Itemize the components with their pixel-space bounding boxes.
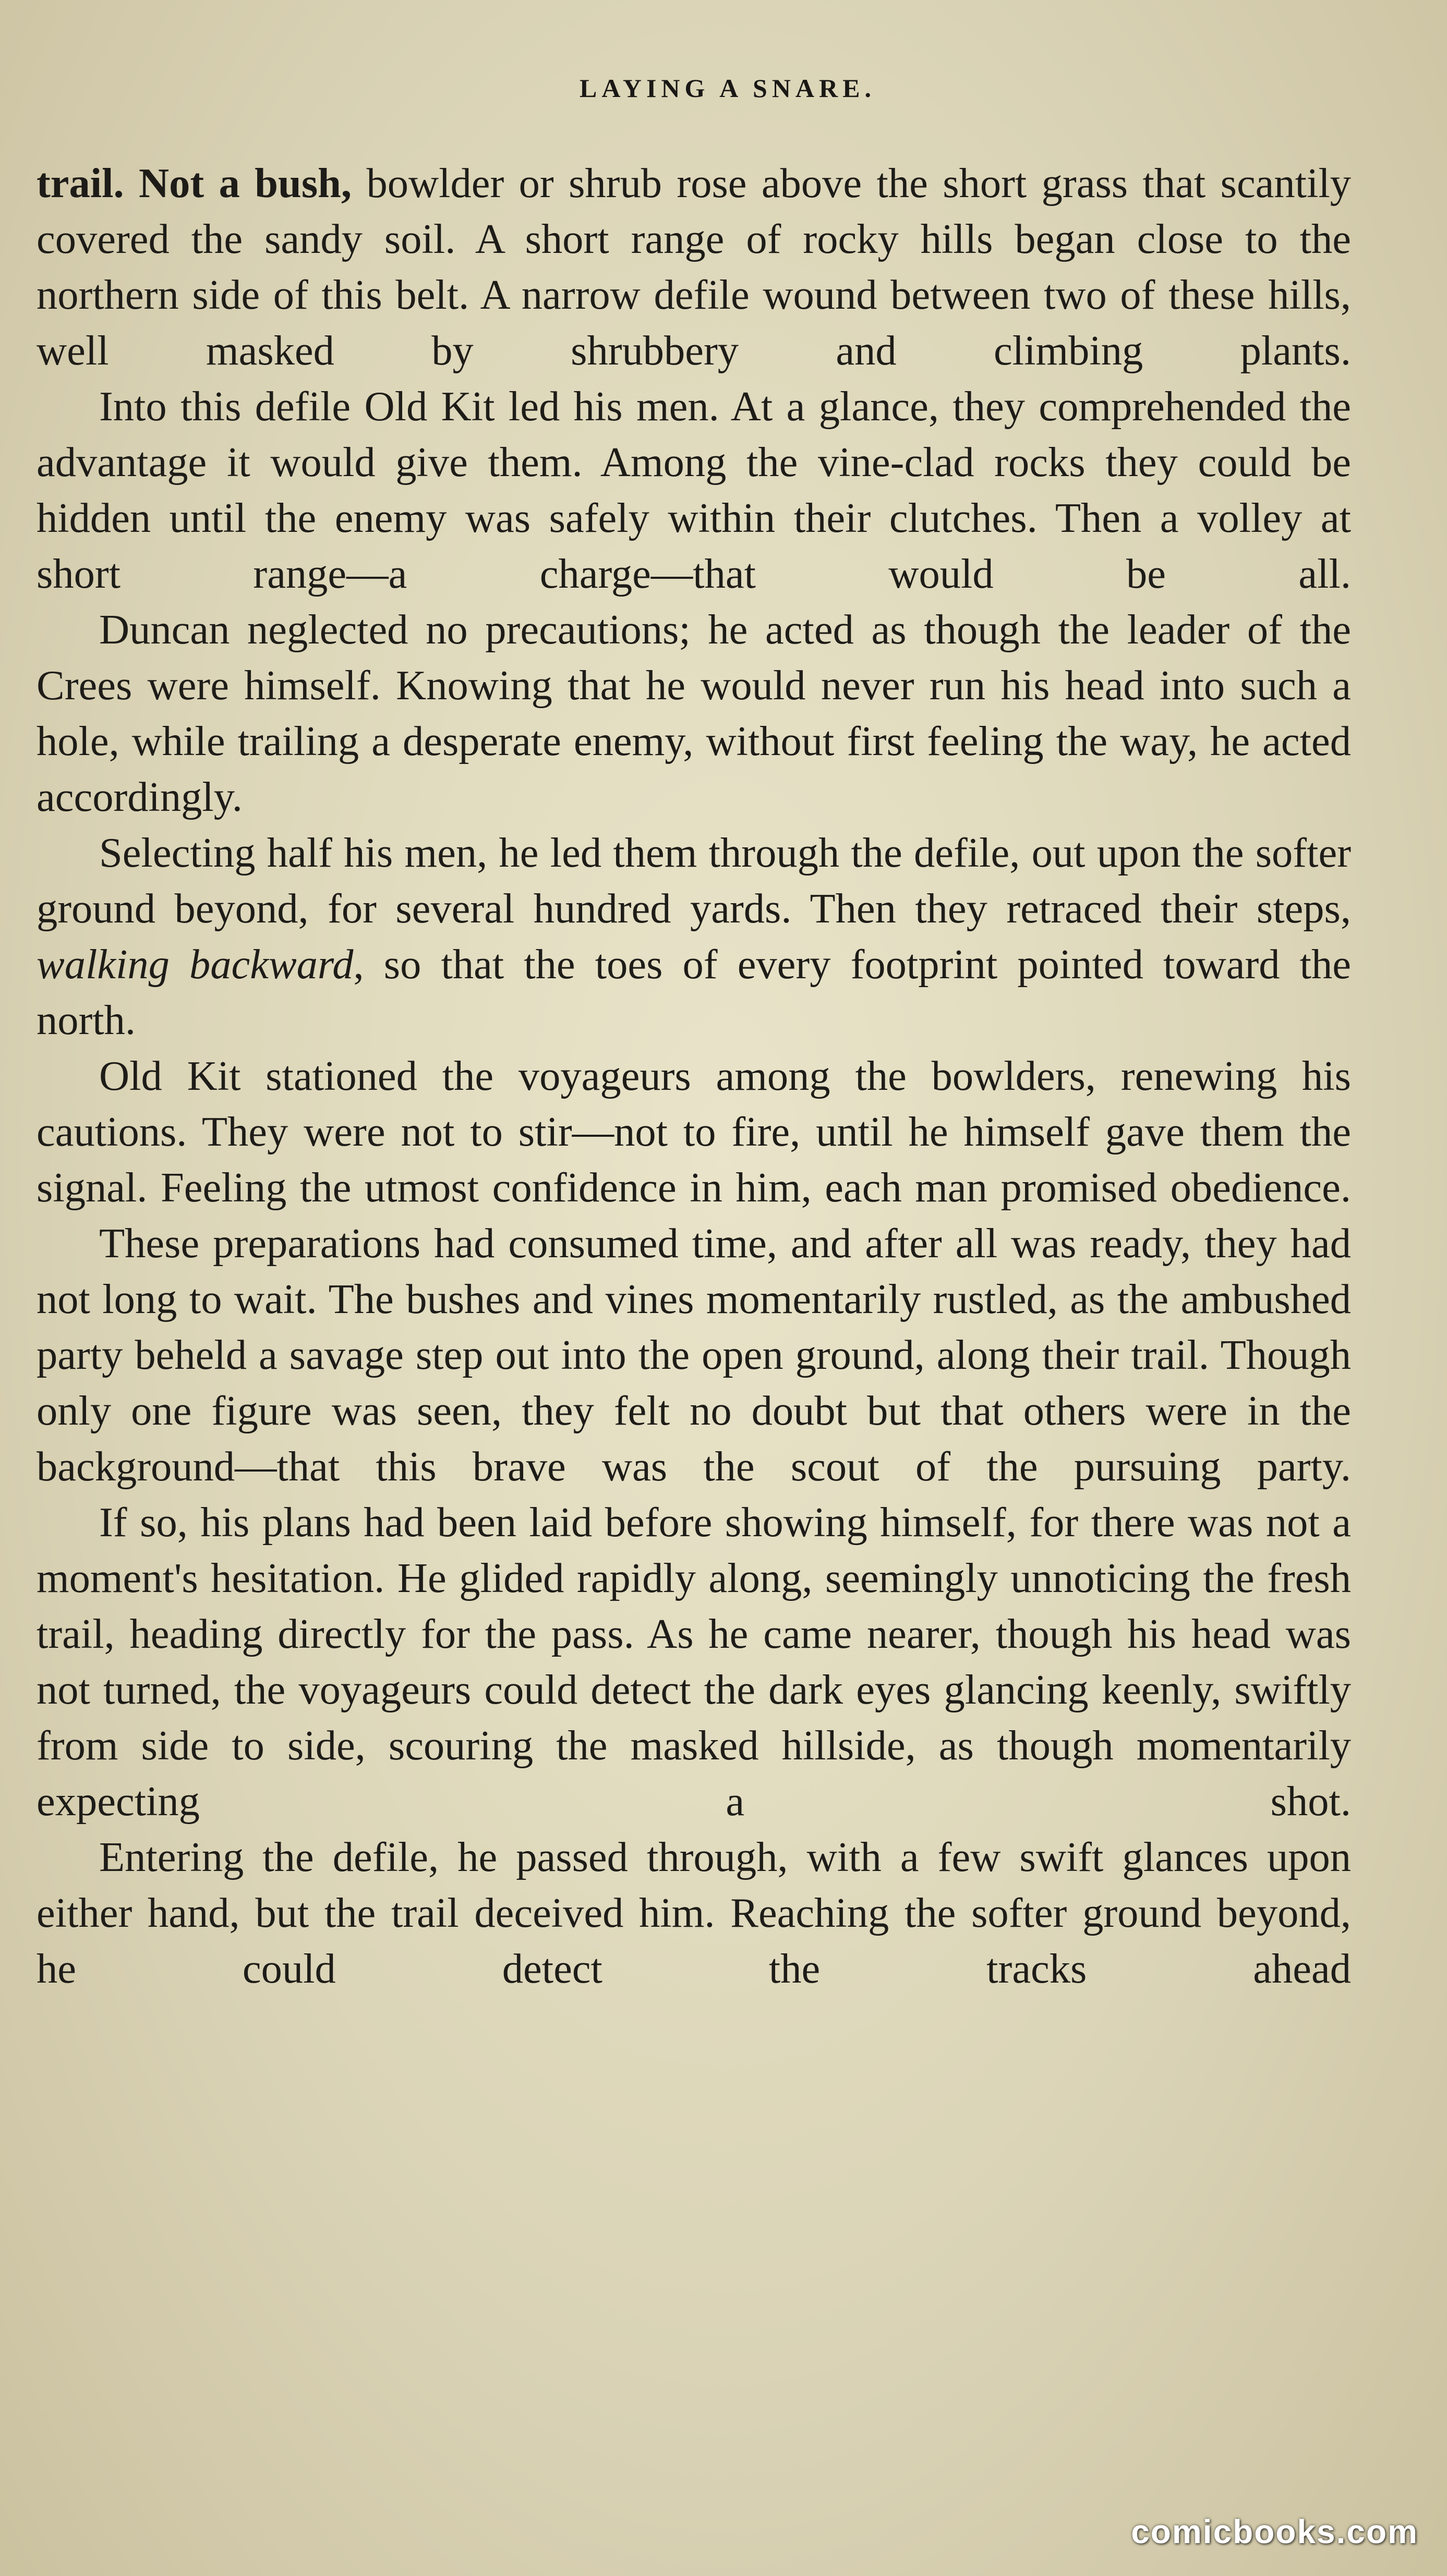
paragraph-1 xyxy=(37,155,1351,379)
paragraph-4 xyxy=(37,825,1351,1048)
paragraph-2: Into this defile Old Kit led his men. At a glance, they comprehended the advantage it would give them. Among the vine-clad rocks they could be hidden until the enemy was safely within their clutches. Then a volley at short range—a charge—that would be all. xyxy=(37,383,1351,597)
paragraph-5: Old Kit stationed the voyageurs among the bowlders, renewing his cautions. They were not to stir—not to fire, until he himself gave them the signal. Feeling the utmost confidence in him, each man promised obedience. xyxy=(37,1053,1351,1211)
book-page xyxy=(37,73,1351,1997)
paragraph-4-italic: walking backward xyxy=(37,941,354,988)
paragraph-1-lead: trail. Not a bush, xyxy=(37,160,352,206)
running-head: LAYING A SNARE. xyxy=(579,74,876,103)
paragraph-1-text: bowlder or shrub rose above the short grass that scantily covered the sandy soil. A short range of rocky hills began close to the northern side of this belt. A narrow defile wound between two of these hills, well masked by shrubbery and climbing plants. xyxy=(37,160,1351,374)
paragraph-6: These preparations had consumed time, and after all was ready, they had not long to wait. The bushes and vines momentarily rustled, as the ambushed party beheld a savage step out into the open ground, along their trail. Though only one figure was seen, they felt no doubt but that others were in the background—that this brave was the scout of the pursuing party. xyxy=(37,1220,1351,1490)
paragraph-4-text-after: , so that the toes of every footprint pointed toward the north. xyxy=(37,941,1351,1043)
paragraph-3: Duncan neglected no precautions; he acted as though the leader of the Crees were himself. Knowing that he would never run his head into such a hole, while trailing a desperate enemy, without first feeling the way, he acted accordingly. xyxy=(37,606,1351,820)
paragraph-4-text-before: Selecting half his men, he led them through the defile, out upon the softer ground beyond, for several hundred yards. Then they retraced their steps, xyxy=(37,830,1351,932)
paragraph-7: If so, his plans had been laid before showing himself, for there was not a moment's hesitation. He glided rapidly along, seemingly unnoticing the fresh trail, heading directly for the pass. As he came nearer, though his head was not turned, the voyageurs could detect the dark eyes glancing keenly, swiftly from side to side, scouring the masked hillside, as though momentarily expecting a shot. xyxy=(37,1499,1351,1825)
watermark: comicbooks.com xyxy=(1131,2513,1418,2550)
paragraph-8: Entering the defile, he passed through, with a few swift glances upon either hand, but the trail deceived him. Reaching the softer ground beyond, he could detect the tracks ahead xyxy=(37,1834,1351,1992)
